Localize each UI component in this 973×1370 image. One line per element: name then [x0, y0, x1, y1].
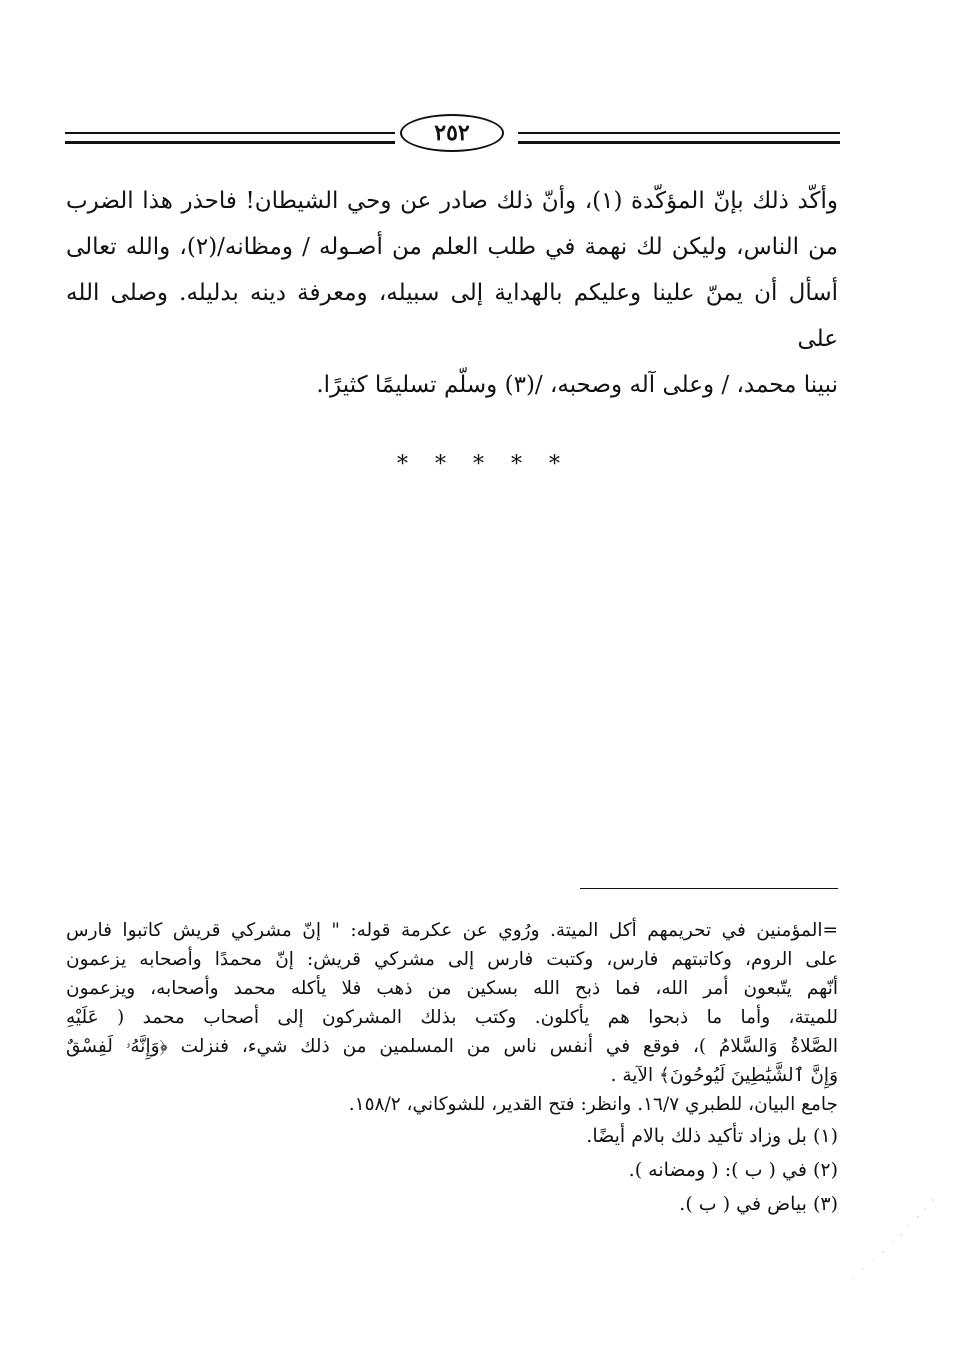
footnote-continuation-line: أنّهم يتّبعون أمر الله، فما ذبح الله بسكين من ذهب فلا يأكله محمد وأصحابه، ويزعمون	[66, 978, 838, 999]
scan-noise-decoration	[833, 1195, 943, 1285]
footnote-source-line: جامع البيان، للطبري ١٦/٧. وانظر: فتح القدير، للشوكاني، ١٥٨/٢.	[348, 1094, 838, 1115]
main-text-line: أسأل أن يمنّ علينا وعليكم بالهداية إلى سبيله، ومعرفة دينه بدليله. وصلى الله على	[66, 280, 838, 352]
footnote-1: (١) بل وزاد تأكيد ذلك بالام أيضًا.	[586, 1125, 838, 1147]
footnote-3: (٣) بياض في ( ب ).	[679, 1193, 838, 1215]
footnote-2: (٢) في ( ب ): ( ومضانه ).	[628, 1159, 838, 1181]
separator-stars: * * * * *	[397, 452, 570, 477]
footnote-continuation-line: =المؤمنين في تحريمهم أكل الميتة. ورُوي عن عكرمة قوله: " إنّ مشركي قريش كاتبوا فارس	[66, 920, 838, 941]
main-text	[66, 178, 838, 408]
main-text-line: نبينا محمد، / وعلى آله وصحبه، /(٣) وسلّم تسليمًا كثيرًا.	[316, 372, 838, 398]
footnote-continuation-line: الصَّلاةُ وَالسَّلامُ )، فوقع في أنفس ناس من المسلمين من ذلك شيء، فنزلت ﴿وَإِنَّهُۥ لَفِسْقٌ	[66, 1036, 838, 1057]
header-rule-right	[518, 132, 840, 144]
header-rule-left	[65, 132, 395, 144]
footnote-continuation-line: على الروم، وكاتبتهم فارس، وكتبت فارس إلى مشركي قريش: إنّ محمدًا وأصحابه يزعمون	[66, 949, 838, 970]
section-separator	[0, 452, 973, 477]
footnote-divider	[580, 888, 838, 889]
page-number: ٢٥٢	[400, 114, 504, 152]
footnotes	[66, 916, 838, 1221]
page-header	[65, 112, 840, 152]
footnote-continuation-line: للميتة، وأما ما ذبحوا هم يأكلون. وكتب بذلك المشركون إلى أصحاب محمد ( عَلَيْهِ	[66, 1007, 838, 1028]
main-text-line: من الناس، وليكن لك نهمة في طلب العلم من أصـوله / ومظانه/(٢)، والله تعالى	[66, 234, 839, 260]
footnote-continuation-line: وَإِنَّ ٱلشَّيَٰطِينَ لَيُوحُونَ﴾ الآية .	[610, 1065, 838, 1086]
main-text-line: وأكّد ذلك بإنّ المؤكّدة (١)، وأنّ ذلك صادر عن وحي الشيطان! فاحذر هذا الضرب	[66, 188, 839, 214]
